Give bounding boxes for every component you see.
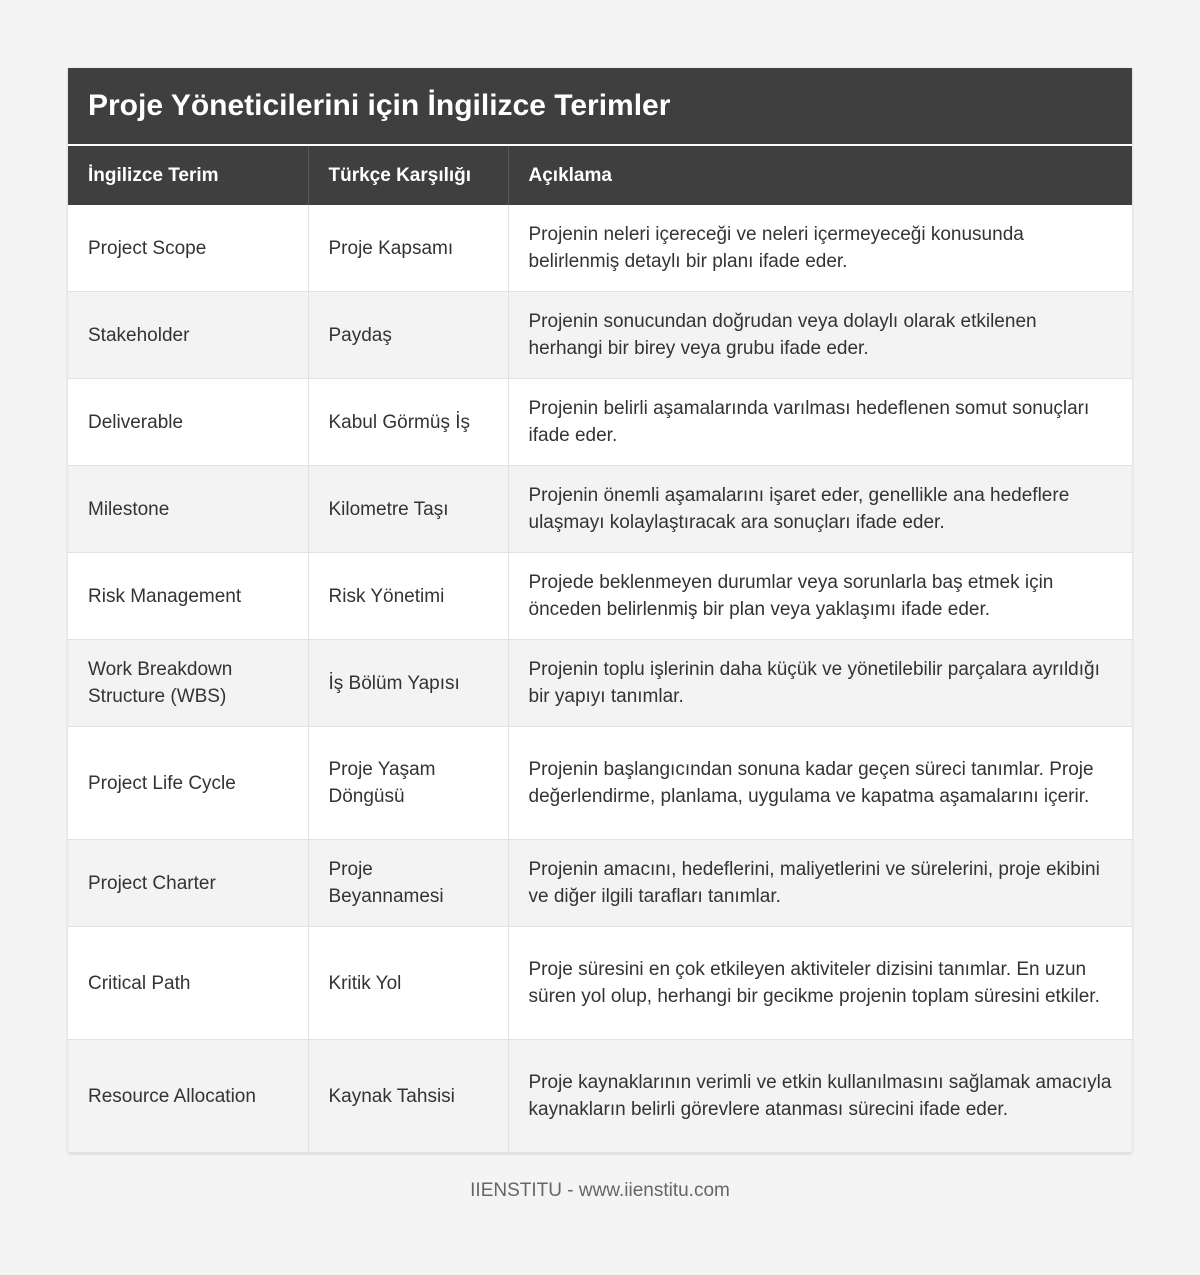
description-cell: Projenin toplu işlerinin daha küçük ve yönetilebilir parçalara ayrıldığı bir yapıyı tanımlar. <box>508 640 1132 727</box>
description-cell: Projenin amacını, hedeflerini, maliyetlerini ve sürelerini, proje ekibini ve diğer ilgili tarafları tanımlar. <box>508 840 1132 927</box>
footer-credit: IIENSTITU - www.iienstitu.com <box>470 1180 730 1201</box>
description-cell: Projenin sonucundan doğrudan veya dolaylı olarak etkilenen herhangi bir birey veya grubu ifade eder. <box>508 292 1132 379</box>
description-cell: Projenin önemli aşamalarını işaret eder, genellikle ana hedeflere ulaşmayı kolaylaştıracak ara sonuçları ifade eder. <box>508 466 1132 553</box>
table-row <box>68 640 1132 727</box>
turkish-term-cell: Proje Kapsamı <box>308 205 508 292</box>
turkish-term-cell: Kilometre Taşı <box>308 466 508 553</box>
header-turkish-term: Türkçe Karşılığı <box>308 146 508 205</box>
header-description: Açıklama <box>508 146 1132 205</box>
header-row <box>68 146 1132 205</box>
table-row <box>68 727 1132 840</box>
english-term-cell: Risk Management <box>68 553 308 640</box>
header-english-term: İngilizce Terim <box>68 146 308 205</box>
english-term-cell: Project Charter <box>68 840 308 927</box>
description-cell: Proje kaynaklarının verimli ve etkin kullanılmasını sağlamak amacıyla kaynakların belirli görevlere atanması sürecini ifade eder. <box>508 1040 1132 1153</box>
table-row <box>68 466 1132 553</box>
table-row <box>68 379 1132 466</box>
table-row <box>68 840 1132 927</box>
english-term-cell: Project Life Cycle <box>68 727 308 840</box>
terms-card <box>68 68 1132 1153</box>
english-term-cell: Stakeholder <box>68 292 308 379</box>
description-cell: Projede beklenmeyen durumlar veya sorunlarla baş etmek için önceden belirlenmiş bir plan veya yaklaşımı ifade eder. <box>508 553 1132 640</box>
english-term-cell: Milestone <box>68 466 308 553</box>
table-row <box>68 205 1132 292</box>
description-cell: Projenin neleri içereceği ve neleri içermeyeceği konusunda belirlenmiş detaylı bir planı ifade eder. <box>508 205 1132 292</box>
turkish-term-cell: Risk Yönetimi <box>308 553 508 640</box>
table-row <box>68 927 1132 1040</box>
table-row <box>68 1040 1132 1153</box>
english-term-cell: Resource Allocation <box>68 1040 308 1153</box>
description-cell: Projenin belirli aşamalarında varılması hedeflenen somut sonuçları ifade eder. <box>508 379 1132 466</box>
english-term-cell: Critical Path <box>68 927 308 1040</box>
turkish-term-cell: Paydaş <box>308 292 508 379</box>
description-cell: Proje süresini en çok etkileyen aktiviteler dizisini tanımlar. En uzun süren yol olup, herhangi bir gecikme projenin toplam süresini etkiler. <box>508 927 1132 1040</box>
turkish-term-cell: Proje Beyannamesi <box>308 840 508 927</box>
english-term-cell: Work Breakdown Structure (WBS) <box>68 640 308 727</box>
turkish-term-cell: Kaynak Tahsisi <box>308 1040 508 1153</box>
terms-table <box>68 146 1132 1153</box>
turkish-term-cell: Proje Yaşam Döngüsü <box>308 727 508 840</box>
english-term-cell: Deliverable <box>68 379 308 466</box>
turkish-term-cell: Kritik Yol <box>308 927 508 1040</box>
english-term-cell: Project Scope <box>68 205 308 292</box>
turkish-term-cell: İş Bölüm Yapısı <box>308 640 508 727</box>
table-title: Proje Yöneticilerini için İngilizce Terimler <box>68 68 1132 144</box>
turkish-term-cell: Kabul Görmüş İş <box>308 379 508 466</box>
table-row <box>68 292 1132 379</box>
description-cell: Projenin başlangıcından sonuna kadar geçen süreci tanımlar. Proje değerlendirme, planlama, uygulama ve kapatma aşamalarını içerir. <box>508 727 1132 840</box>
table-row <box>68 553 1132 640</box>
